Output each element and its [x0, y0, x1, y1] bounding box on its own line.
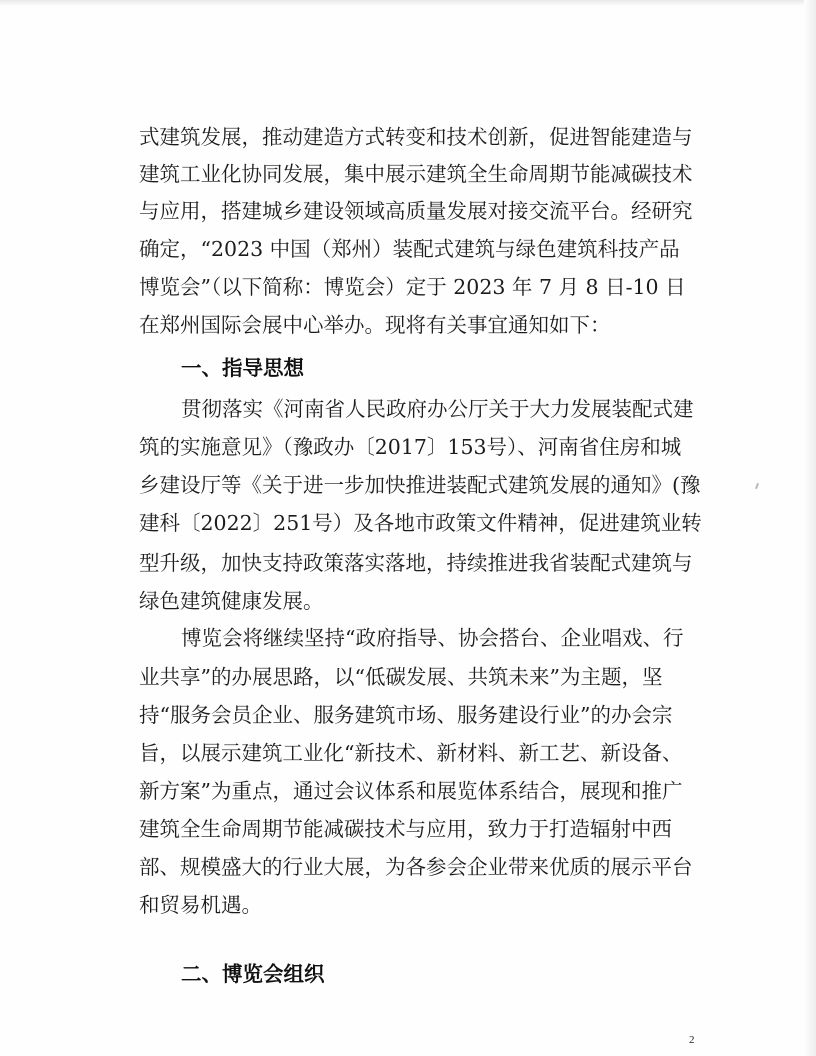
- paragraph-1-line-3: 与应用，搭建城乡建设领域高质量发展对接交流平台。经研究: [139, 199, 693, 223]
- section-heading-2: 二、博览会组织: [181, 962, 325, 986]
- paragraph-2-line-2: 筑的实施意见》（豫政办〔2017〕153号）、河南省住房和城: [139, 435, 682, 459]
- scan-right-edge: [804, 0, 816, 1056]
- paragraph-1-line-1: 式建筑发展，推动建造方式转变和技术创新，促进智能建造与: [139, 125, 693, 149]
- paragraph-3-line-3: 持“服务会员企业、服务建筑市场、服务建设行业”的办会宗: [139, 703, 673, 727]
- scan-speck: [755, 483, 759, 489]
- paragraph-1-line-5: 博览会”（以下简称：博览会）定于 2023 年 7 月 8 日-10 日: [139, 275, 686, 299]
- paragraph-3-line-6: 建筑全生命周期节能减碳技术与应用，致力于打造辐射中西: [139, 817, 672, 841]
- paragraph-3-line-8: 和贸易机遇。: [139, 893, 262, 917]
- paragraph-3-line-4: 旨，以展示建筑工业化“新技术、新材料、新工艺、新设备、: [139, 741, 683, 765]
- paragraph-3-line-2: 业共享”的办展思路，以“低碳发展、共筑未来”为主题，坚: [139, 665, 663, 689]
- page-number: 2: [689, 1034, 695, 1046]
- paragraph-1-line-6: 在郑州国际会展中心举办。现将有关事宜通知如下：: [139, 313, 611, 337]
- paragraph-2-line-6: 绿色建筑健康发展。: [139, 589, 324, 613]
- paragraph-3-line-7: 部、规模盛大的行业大展，为各参会企业带来优质的展示平台: [139, 855, 693, 879]
- paragraph-2-line-3: 乡建设厅等《关于进一步加快推进装配式建筑发展的通知》(豫: [139, 473, 701, 497]
- paragraph-2-line-5: 型升级，加快支持政策落实落地，持续推进我省装配式建筑与: [139, 551, 693, 575]
- paragraph-3-line-1: 博览会将继续坚持“政府指导、协会搭台、企业唱戏、行: [181, 626, 684, 650]
- paragraph-2-line-4: 建科〔2022〕251号）及各地市政策文件精神，促进建筑业转: [139, 511, 702, 535]
- paragraph-1-line-2: 建筑工业化协同发展，集中展示建筑全生命周期节能减碳技术: [139, 162, 693, 186]
- section-heading-1: 一、指导思想: [181, 356, 304, 380]
- paragraph-2-line-1: 贯彻落实《河南省人民政府办公厅关于大力发展装配式建: [181, 397, 694, 421]
- scan-top-edge: [0, 0, 816, 6]
- paragraph-1-line-4: 确定，“2023 中国（郑州）装配式建筑与绿色建筑科技产品: [139, 237, 680, 261]
- paragraph-3-line-5: 新方案”为重点，通过会议体系和展览体系结合，展现和推广: [139, 779, 683, 803]
